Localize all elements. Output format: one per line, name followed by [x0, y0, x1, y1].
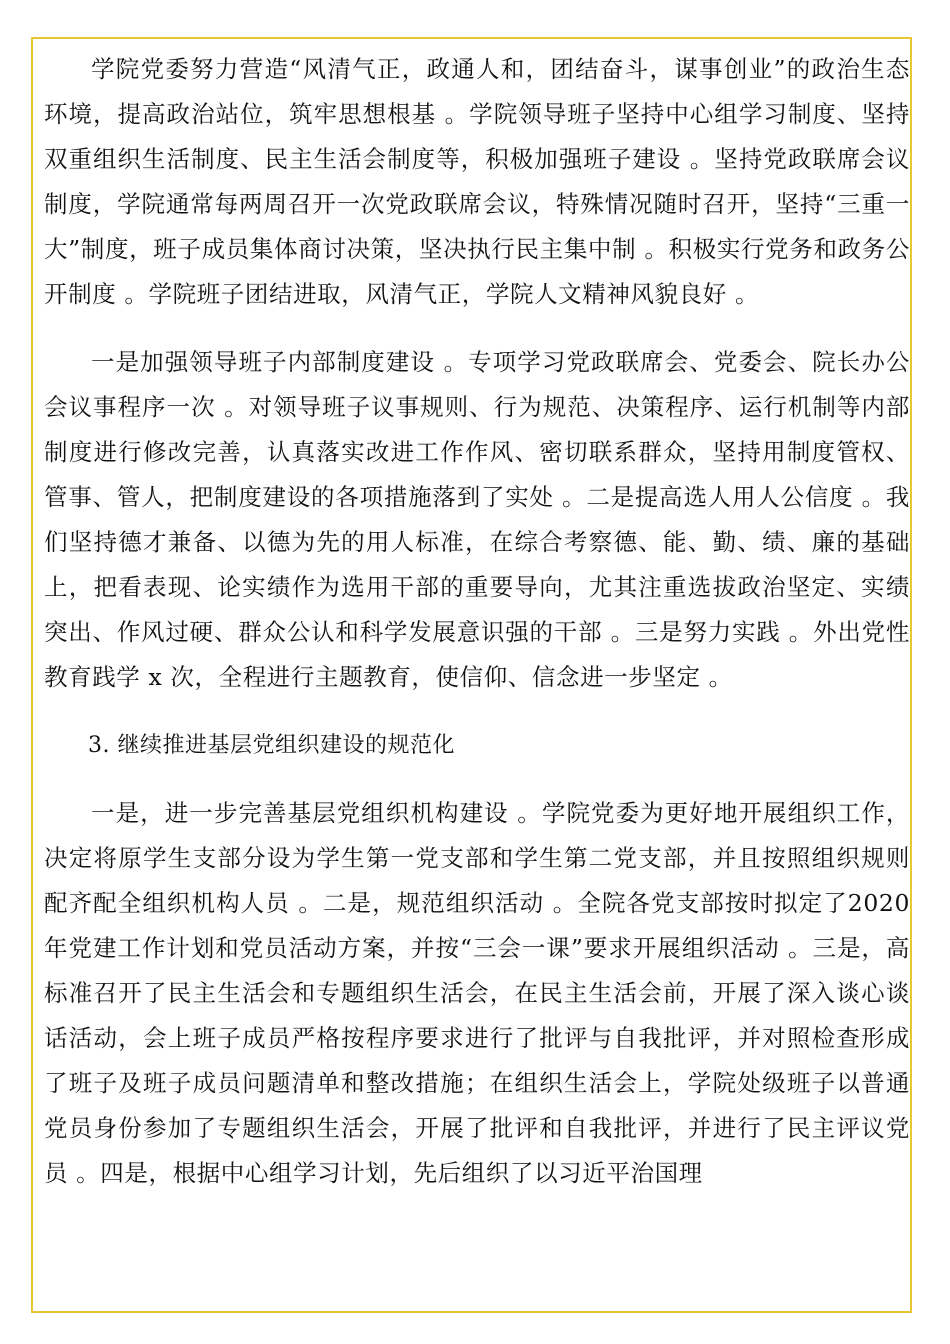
section-heading: 3. 继续推进基层党组织建设的规范化 — [88, 733, 455, 758]
paragraph-grassroots-organization: 一是，进一步完善基层党组织机构建设 。学院党委为更好地开展组织工作，决定将原学生支部分设为学生第一党支部和学生第二党支部，并且按照组织规则配齐配全组织机构人员 。二是，规范组织活动 。全院各党支部按时拟定了2020 年党建工作计划和党员活动方案，并按“三会一课”要求开展组织活动 。三是，高标准召开了民主生活会和专题组织生活会，在民主生活会前，开展了深入谈心谈话活动，会上班子成员严格按程序要求进行了批评与自我批评，并对照检查形成了班子及班子成员问题清单和整改措施；在组织生活会上，学院处级班子以普通党员身份参加了专题组织生活会，开展了批评和自我批评，并进行了民主评议党员 。四是，根据中心组学习计划，先后组织了以习近平治国理 — [44, 799, 910, 1187]
paragraph-political-ecology: 学院党委努力营造“风清气正，政通人和，团结奋斗，谋事创业”的政治生态环境，提高政治站位，筑牢思想根基 。学院领导班子坚持中心组学习制度、坚持双重组织生活制度、民主生活会制度等，积极加强班子建设 。坚持党政联席会议制度，学院通常每两周召开一次党政联席会议，特殊情况随时召开，坚持“三重一大”制度，班子成员集体商讨决策，坚决执行民主集中制 。积极实行党务和政务公开制度 。学院班子团结进取，风清气正，学院人文精神风貌良好 。 — [44, 55, 910, 308]
document-body — [44, 47, 910, 1219]
paragraph-leadership-system: 一是加强领导班子内部制度建设 。专项学习党政联席会、党委会、院长办公会议事程序一次 。对领导班子议事规则、行为规范、决策程序、运行机制等内部制度进行修改完善，认真落实改进工作作风、密切联系群众，坚持用制度管权、管事、管人，把制度建设的各项措施落到了实处 。二是提高选人用人公信度 。我们坚持德才兼备、以德为先的用人标准，在综合考察德、能、勤、绩、廉的基础上，把看表现、论实绩作为选用干部的重要导向，尤其注重选拔政治坚定、实绩突出、作风过硬、群众公认和科学发展意识强的干部 。三是努力实践 。外出党性教育践学 x 次，全程进行主题教育，使信仰、信念进一步坚定 。 — [44, 348, 910, 691]
